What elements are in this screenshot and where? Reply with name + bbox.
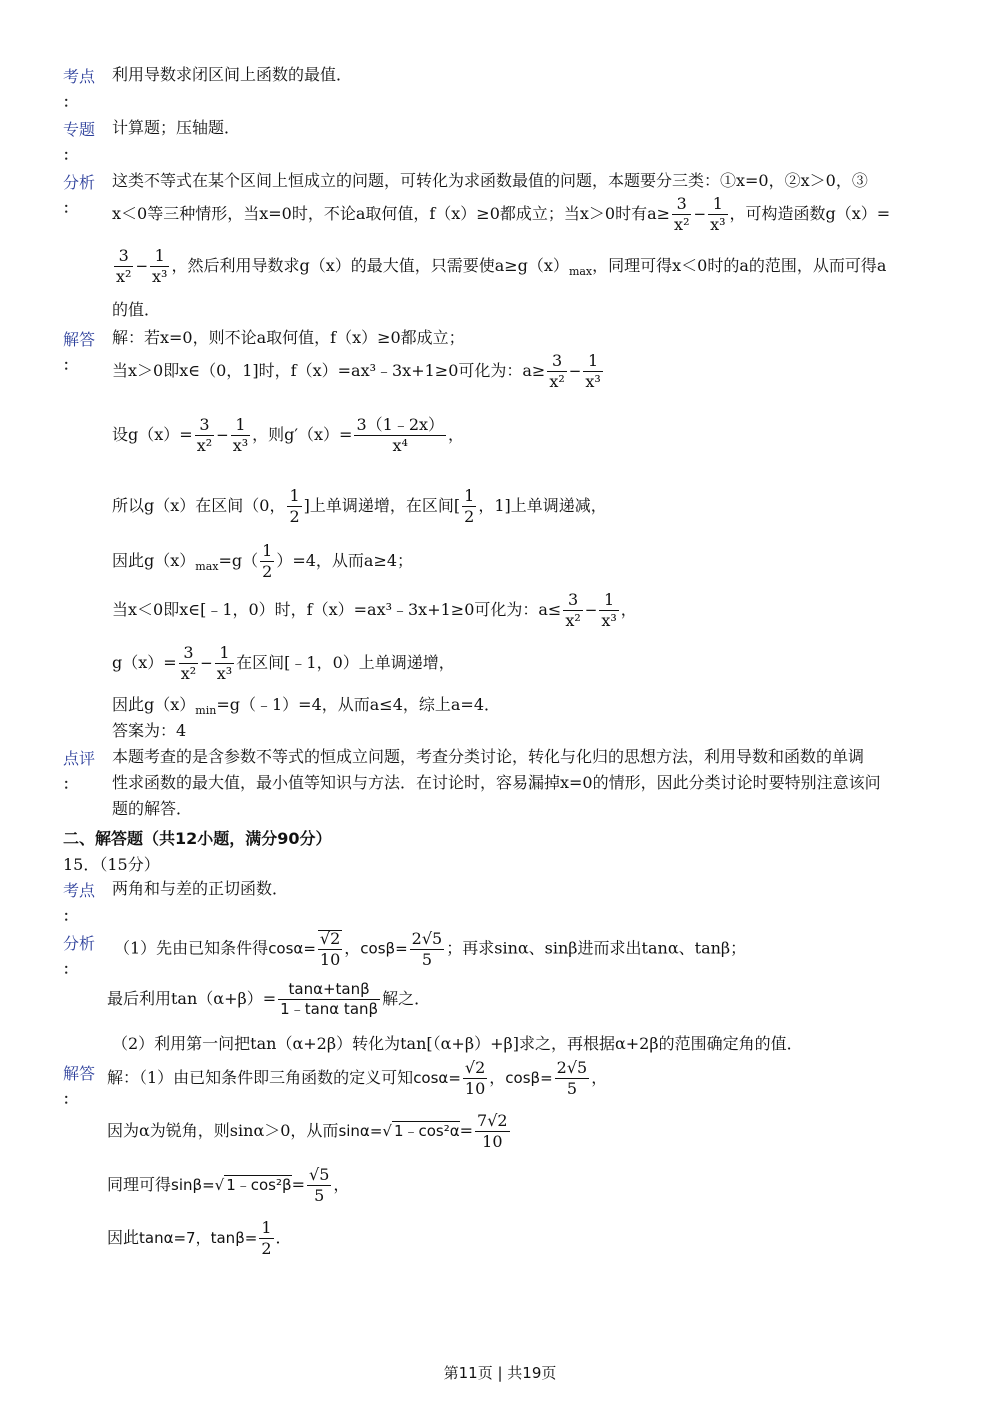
fraction: $\frac{3(1﹣2x)}{\text{x⁴}}$ [356,415,445,455]
fraction: $\frac{1}{2}$ [261,1218,272,1258]
q15-kaodian: 两角和与差的正切函数． [112,879,289,898]
fraction: $\frac{√2}{10}$ [464,1058,486,1098]
fraction: $\frac{1}{\text{x³}}$ [152,246,168,286]
q14-zhuanti: 计算题；压轴题． [112,118,241,137]
fraction: $\frac{1}{2}$ [262,541,273,581]
q14-fenxi-line4: 的值． [112,300,161,319]
q14-jieda-8: 因此$g(x)_{min}=g(﹣1)=4$，从而a≤4，综上a=4． [112,695,500,718]
q15-jieda-3: 同理可得sinβ=√ 1﹣cos²β= $\frac{√5}{5}$ ， [107,1165,350,1205]
q15-jieda-4: 因此tanα=7，tanβ= $\frac{1}{2}$ ． [107,1218,292,1258]
fraction: $\frac{√2}{10}$ [319,929,341,969]
label-kaodian: 考点 [63,67,96,86]
q15-fenxi-3: （2）利用第一问把tan（α+2β）转化为tan[（α+β）+β]求之，再根据α+2β的范围确定角的值． [112,1034,803,1053]
label-colon: ： [63,201,77,217]
q14-dianping-3: 题的解答． [112,799,193,818]
label-colon: ： [63,358,77,374]
label-jieda: 解答 [63,330,96,349]
label-colon: ： [63,962,77,978]
q14-jieda-7: g（x）= $\frac{3}{\text{x²}}$ − $\frac{1}{\text{x³}}$ 在区间[﹣1，0）上单调递增， [112,643,455,683]
fraction: $\frac{7√2}{10}$ [477,1111,508,1151]
label-colon: ： [63,777,77,793]
fraction: $\frac{3}{\text{x²}}$ [196,415,213,455]
label-colon: ： [63,148,77,164]
fraction: $\frac{3}{\text{x²}}$ [116,246,132,286]
fraction: $\frac{1}{2}$ [464,486,475,526]
label-colon: ： [63,909,77,925]
label-dianping: 点评 [63,749,96,768]
fraction: $\frac{2√5}{5}$ [556,1058,588,1098]
q14-dianping-2: 性求函数的最大值，最小值等知识与方法．在讨论时，容易漏掉x=0的情形，因此分类讨论时要特别注意该问 [112,773,881,792]
fraction: $\frac{3}{\text{x²}}$ [565,590,581,630]
fraction: $\frac{3}{\text{x²}}$ [549,351,565,391]
q14-jieda-6: 当x＜0即x∈[﹣1，0）时，f（x）=ax³﹣3x+1≥0可化为：a≤ $\frac{3}{\text{x²}}$ − $\frac{1}{\text{x³}}$ ， [112,590,637,630]
label-fenxi: 分析 [63,173,96,192]
fraction: $\frac{√5}{5}$ [309,1165,330,1205]
page-footer: 第11页 | 共19页 [443,1364,557,1382]
q14-jieda-4: 所以g（x）在区间（0， $\frac{1}{2}$ ]上单调递增，在区间[ $\frac{1}{2}$ ，1]上单调递减， [112,486,607,526]
fraction: $\frac{2√5}{5}$ [411,928,443,969]
fraction: $\frac{\tan\alpha+\tan\beta}{\text{1﹣tanα tanβ}}$ [280,980,379,1018]
fraction: $\frac{1}{\text{x³}}$ [232,415,249,455]
fraction: $\frac{1}{\text{x³}}$ [601,590,617,630]
q15-jieda-2: 因为α为锐角，则sinα＞0，从而sinα=√ 1﹣cos²α= $\frac{7√2}{10}$ [107,1111,508,1151]
q15-number: 15．（15分） [63,855,160,874]
q15-fenxi-1: （1）先由已知条件得cosα= $\frac{√2}{10}$ ，cosβ= $\frac{2√5}{5}$ ；再求sinα、sinβ进而求出tanα、tanβ； [114,928,747,969]
fraction: $\frac{1}{2}$ [289,486,300,526]
q14-dianping-1: 本题考查的是含参数不等式的恒成立问题，考查分类讨论，转化与化归的思想方法，利用导数和函数的单调 [112,747,865,766]
q14-jieda-2: 当x＞0即x∈（0，1]时，f（x）=ax³﹣3x+1≥0可化为：a≥ $\frac{3}{\text{x²}}$ − $\frac{1}{\text{x³}}$ [112,351,601,391]
section-heading: 二、解答题（共12小题，满分90分） [63,829,332,848]
q15-fenxi-2: 最后利用tan（α+β）= $\frac{\tan\alpha+\tan\beta}{\text{1﹣tanα tanβ}}$ 解之． [107,980,431,1018]
q14-kaodian: 利用导数求闭区间上函数的最值． [112,65,353,84]
q14-jieda-1: 解：若x=0，则不论a取何值，f（x）≥0都成立； [112,328,465,347]
q14-answer: 答案为：4 [112,721,187,740]
label-jieda: 解答 [63,1064,96,1083]
fraction: $\frac{3}{\text{x²}}$ [180,643,197,683]
q15-jieda-1: 解：（1）由已知条件即三角函数的定义可知cosα= $\frac{√2}{10}$ ，cosβ= $\frac{2√5}{5}$ ， [107,1058,608,1098]
q14-fenxi-line3: $\frac{3}{\text{x²}}$ − $\frac{1}{\text{x³}}$ ，然后利用导数求g（x）的最大值，只需要使$a\ge g(x)_{max}$，同理可得x＜0时的a的范围，从而可得a [116,246,887,286]
label-kaodian: 考点 [63,881,96,900]
label-colon: ： [63,95,77,111]
q14-fenxi-line1: 这类不等式在某个区间上恒成立的问题，可转化为求函数最值的问题，本题要分三类：①x=0，②x＞0，③ [112,171,868,190]
q14-jieda-5: 因此$g(x)_{max}=g$（ $\frac{1}{2}$ ）=4，从而a≥4； [112,541,414,581]
label-fenxi: 分析 [63,934,96,953]
fraction: $\frac{1}{\text{x³}}$ [216,643,233,683]
label-zhuanti: 专题 [63,120,96,139]
q14-jieda-3: 设g（x）= $\frac{3}{\text{x²}}$ − $\frac{1}{\text{x³}}$ ，则g′（x）= $\frac{3(1﹣2x)}{\text{x⁴}}$ ， [112,415,465,455]
label-colon: ： [63,1092,77,1108]
fraction: $\frac{3}{\text{x²}}$ [674,194,690,234]
fraction: $\frac{1}{\text{x³}}$ [585,351,601,391]
fraction: $\frac{1}{\text{x³}}$ [710,194,726,234]
q14-fenxi-line2: x＜0等三种情形，当x=0时，不论a取何值，f（x）≥0都成立；当x＞0时有a≥ $\frac{3}{\text{x²}}$ − $\frac{1}{\text{x³}}$ ，可构造函数g（x）= [112,194,891,234]
